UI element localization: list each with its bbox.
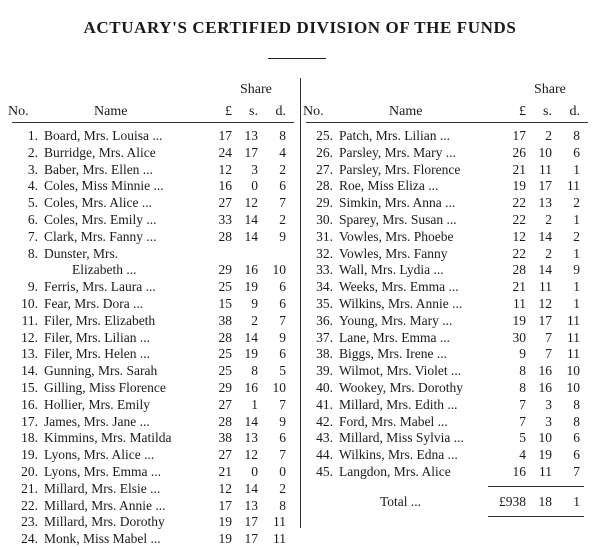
shillings-value: 13 xyxy=(244,430,258,446)
member-name: Lyons, Mrs. Emma ... xyxy=(44,464,161,479)
member-name: Hollier, Mrs. Emily xyxy=(44,396,150,412)
row-number: 3. xyxy=(27,161,38,177)
member-name: Baber, Mrs. Ellen ... xyxy=(44,161,153,177)
pounds-value: 25 xyxy=(218,346,232,362)
pence-value: 1 xyxy=(573,279,580,295)
pence-value: 4 xyxy=(279,144,286,160)
shillings-value: 10 xyxy=(538,430,552,446)
shillings-value: 11 xyxy=(539,279,552,295)
pounds-value: 8 xyxy=(519,363,526,379)
row-number: 12. xyxy=(21,329,38,345)
member-name: Fear, Mrs. Dora ... xyxy=(44,296,144,311)
shillings-value: 14 xyxy=(538,228,552,244)
pence-value: 6 xyxy=(573,447,580,463)
pence-value: 7 xyxy=(279,396,286,412)
pence-value: 9 xyxy=(279,413,286,429)
pounds-value: 24 xyxy=(218,144,232,160)
pence-value: 7 xyxy=(279,312,286,328)
member-name: Vowles, Mrs. Fanny xyxy=(339,245,448,261)
pounds-value: 22 xyxy=(512,195,526,211)
shillings-value: 0 xyxy=(251,464,258,479)
pounds-value: 38 xyxy=(218,430,232,446)
pounds-value: 25 xyxy=(218,279,232,295)
pence-value: 8 xyxy=(279,497,286,513)
shillings-value: 14 xyxy=(244,480,258,496)
shillings-value: 13 xyxy=(538,195,552,211)
row-number: 36. xyxy=(316,312,333,328)
pence-value: 6 xyxy=(573,144,580,160)
pounds-value: 28 xyxy=(218,413,232,429)
shillings-value: 14 xyxy=(244,228,258,244)
pounds-value: 27 xyxy=(218,447,232,463)
shillings-value: 19 xyxy=(244,279,258,295)
pounds-value: 22 xyxy=(512,245,526,261)
pounds-value: 33 xyxy=(218,212,232,227)
shillings-value: 12 xyxy=(244,195,258,211)
title-rule xyxy=(268,58,326,59)
pence-value: 8 xyxy=(573,413,580,429)
row-number: 39. xyxy=(316,363,333,379)
pence-value: 8 xyxy=(573,396,580,412)
pounds-header: £ xyxy=(225,104,232,119)
pence-value: 9 xyxy=(573,262,580,278)
row-number: 45. xyxy=(316,464,333,479)
member-name: Simkin, Mrs. Anna ... xyxy=(339,195,456,211)
shillings-header: s. xyxy=(249,104,258,119)
member-name: Ferris, Mrs. Laura ... xyxy=(44,279,156,295)
shillings-value: 14 xyxy=(244,413,258,429)
pounds-value: 21 xyxy=(512,161,526,177)
pence-value: 6 xyxy=(279,178,286,194)
pounds-value: 28 xyxy=(512,262,526,278)
pounds-value: 28 xyxy=(218,329,232,345)
pence-value: 10 xyxy=(566,363,580,379)
pounds-value: 38 xyxy=(218,312,232,328)
shillings-value: 2 xyxy=(251,312,258,328)
row-number: 27. xyxy=(316,161,333,177)
total-rule-top xyxy=(488,486,584,487)
pence-value: 5 xyxy=(279,363,286,379)
shillings-value: 12 xyxy=(538,296,552,311)
pence-value: 2 xyxy=(573,195,580,211)
row-number: 18. xyxy=(21,430,38,446)
pence-value: 6 xyxy=(279,296,286,311)
total-label: Total ... xyxy=(380,494,422,509)
member-name: Patch, Mrs. Lilian ... xyxy=(339,128,450,143)
shillings-value: 17 xyxy=(538,178,552,194)
pounds-value: 5 xyxy=(519,430,526,446)
pounds-value: 7 xyxy=(519,396,526,412)
row-number: 32. xyxy=(316,245,333,261)
pounds-value: 4 xyxy=(519,447,526,463)
pence-value: 9 xyxy=(279,228,286,244)
pence-value: 1 xyxy=(573,296,580,311)
row-number: 14. xyxy=(21,363,38,379)
shillings-value: 17 xyxy=(538,312,552,328)
row-number: 9. xyxy=(27,279,38,295)
member-name: Burridge, Mrs. Alice xyxy=(44,144,156,160)
name-header: Name xyxy=(94,104,128,119)
pence-value: 6 xyxy=(279,279,286,295)
row-number: 19. xyxy=(21,447,38,463)
shillings-value: 16 xyxy=(538,380,552,395)
pounds-value: 29 xyxy=(218,262,232,278)
pounds-value: 12 xyxy=(218,161,232,177)
member-name: Wilkins, Mrs. Annie ... xyxy=(339,296,463,311)
share-header: Share xyxy=(240,82,272,97)
no-header: No. xyxy=(8,104,29,119)
pounds-value: 19 xyxy=(512,178,526,194)
document-title: ACTUARY'S CERTIFIED DIVISION OF THE FUNDS xyxy=(83,18,517,37)
pence-value: 2 xyxy=(279,212,286,227)
pence-value: 1 xyxy=(573,212,580,227)
pounds-value: 12 xyxy=(512,228,526,244)
pounds-value: 8 xyxy=(519,380,526,395)
shillings-value: 11 xyxy=(539,464,552,479)
pence-value: 1 xyxy=(573,161,580,177)
header-rule xyxy=(306,122,588,123)
no-header: No. xyxy=(303,104,324,119)
shillings-value: 17 xyxy=(244,531,258,547)
pence-value: 8 xyxy=(279,128,286,143)
row-number: 20. xyxy=(21,464,38,479)
pounds-value: 19 xyxy=(218,514,232,530)
pence-header: d. xyxy=(275,104,286,119)
row-number: 22. xyxy=(21,497,38,513)
pence-value: 1 xyxy=(573,245,580,261)
row-number: 30. xyxy=(316,212,333,227)
pence-value: 2 xyxy=(279,161,286,177)
pence-value: 9 xyxy=(279,329,286,345)
pounds-value: 19 xyxy=(512,312,526,328)
pence-header: d. xyxy=(569,104,580,119)
member-name: Clark, Mrs. Fanny ... xyxy=(44,228,157,244)
shillings-value: 3 xyxy=(545,396,552,412)
row-number: 6. xyxy=(27,212,38,227)
member-name: Lyons, Mrs. Alice ... xyxy=(44,447,155,463)
pounds-value: 15 xyxy=(218,296,232,311)
shillings-value: 12 xyxy=(244,447,258,463)
pence-value: 11 xyxy=(273,514,286,530)
total-pounds: £938 xyxy=(499,494,526,509)
total-pence: 1 xyxy=(573,494,580,509)
pence-value: 11 xyxy=(567,346,580,362)
shillings-value: 10 xyxy=(538,144,552,160)
shillings-value: 13 xyxy=(244,497,258,513)
pence-value: 10 xyxy=(272,380,286,395)
row-number: 13. xyxy=(21,346,38,362)
pounds-value: 16 xyxy=(218,178,232,194)
pence-value: 2 xyxy=(573,228,580,244)
shillings-value: 14 xyxy=(244,212,258,227)
shillings-value: 16 xyxy=(244,380,258,395)
row-number: 31. xyxy=(316,228,333,244)
member-name: Coles, Mrs. Alice ... xyxy=(44,195,152,211)
row-number: 7. xyxy=(27,228,38,244)
pounds-value: 29 xyxy=(218,380,232,395)
row-number: 33. xyxy=(316,262,333,278)
member-name: Lane, Mrs. Emma ... xyxy=(339,329,450,345)
name-header: Name xyxy=(389,104,423,119)
pence-value: 11 xyxy=(567,329,580,345)
pence-value: 8 xyxy=(573,128,580,143)
member-name: Elizabeth ... xyxy=(72,262,137,278)
row-number: 10. xyxy=(21,296,38,311)
pounds-value: 17 xyxy=(218,128,232,143)
row-number: 34. xyxy=(316,279,333,295)
pounds-value: 16 xyxy=(512,464,526,479)
shillings-value: 14 xyxy=(244,329,258,345)
row-number: 43. xyxy=(316,430,333,446)
shillings-value: 16 xyxy=(244,262,258,278)
member-name: Board, Mrs. Louisa ... xyxy=(44,128,163,143)
pounds-value: 28 xyxy=(218,228,232,244)
pounds-value: 7 xyxy=(519,413,526,429)
member-name: Sparey, Mrs. Susan ... xyxy=(339,212,457,227)
member-name: Parsley, Mrs. Florence xyxy=(339,161,461,177)
row-number: 35. xyxy=(316,296,333,311)
share-header: Share xyxy=(534,82,566,97)
member-name: Filer, Mrs. Elizabeth xyxy=(44,312,156,328)
row-number: 44. xyxy=(316,447,333,463)
pounds-value: 25 xyxy=(218,363,232,379)
member-name: Coles, Miss Minnie ... xyxy=(44,178,164,194)
pounds-value: 27 xyxy=(218,396,232,412)
member-name: Kimmins, Mrs. Matilda xyxy=(44,430,172,446)
shillings-value: 3 xyxy=(545,413,552,429)
pounds-value: 17 xyxy=(512,128,526,143)
row-number: 4. xyxy=(27,178,38,194)
shillings-value: 0 xyxy=(251,178,258,194)
pence-value: 0 xyxy=(279,464,286,479)
pounds-header: £ xyxy=(519,104,526,119)
member-name: Young, Mrs. Mary ... xyxy=(339,312,453,328)
member-name: Wilkins, Mrs. Edna ... xyxy=(339,447,458,463)
member-name: Ford, Mrs. Mabel ... xyxy=(339,413,448,429)
pence-value: 10 xyxy=(566,380,580,395)
shillings-value: 17 xyxy=(244,144,258,160)
member-name: Millard, Mrs. Dorothy xyxy=(44,514,165,530)
shillings-value: 11 xyxy=(539,161,552,177)
pounds-value: 22 xyxy=(512,212,526,227)
shillings-header: s. xyxy=(543,104,552,119)
row-number: 5. xyxy=(27,195,38,211)
pounds-value: 9 xyxy=(519,346,526,362)
row-number: 11. xyxy=(21,312,38,328)
row-number: 26. xyxy=(316,144,333,160)
shillings-value: 1 xyxy=(251,396,258,412)
row-number: 37. xyxy=(316,329,333,345)
shillings-value: 2 xyxy=(545,212,552,227)
member-name: Millard, Mrs. Annie ... xyxy=(44,497,166,513)
row-number: 25. xyxy=(316,128,333,143)
shillings-value: 19 xyxy=(244,346,258,362)
pence-value: 11 xyxy=(567,312,580,328)
shillings-value: 3 xyxy=(251,161,258,177)
pounds-value: 21 xyxy=(512,279,526,295)
total-shillings: 18 xyxy=(538,494,552,509)
row-number: 15. xyxy=(21,380,38,395)
header-rule xyxy=(12,122,294,123)
pence-value: 11 xyxy=(567,178,580,194)
row-number: 24. xyxy=(21,531,38,547)
pence-value: 10 xyxy=(272,262,286,278)
pounds-value: 11 xyxy=(513,296,526,311)
row-number: 40. xyxy=(316,380,333,395)
pence-value: 6 xyxy=(573,430,580,446)
pence-value: 7 xyxy=(279,447,286,463)
pence-value: 6 xyxy=(279,430,286,446)
member-name: Biggs, Mrs. Irene ... xyxy=(339,346,447,362)
member-name: Gunning, Mrs. Sarah xyxy=(44,363,158,379)
member-name: Filer, Mrs. Helen ... xyxy=(44,346,150,362)
pounds-value: 12 xyxy=(218,480,232,496)
member-name: James, Mrs. Jane ... xyxy=(44,413,150,429)
member-name: Coles, Mrs. Emily ... xyxy=(44,212,157,227)
member-name: Roe, Miss Eliza ... xyxy=(339,178,439,194)
row-number: 28. xyxy=(316,178,333,194)
pence-value: 7 xyxy=(573,464,580,479)
member-name: Monk, Miss Mabel ... xyxy=(44,531,161,547)
member-name: Weeks, Mrs. Emma ... xyxy=(339,279,459,295)
row-number: 17. xyxy=(21,413,38,429)
member-name: Wookey, Mrs. Dorothy xyxy=(339,380,464,395)
shillings-value: 7 xyxy=(545,329,552,345)
shillings-value: 13 xyxy=(244,128,258,143)
pounds-value: 30 xyxy=(512,329,526,345)
pounds-value: 19 xyxy=(218,531,232,547)
shillings-value: 2 xyxy=(545,128,552,143)
row-number: 2. xyxy=(27,144,38,160)
row-number: 16. xyxy=(21,396,38,412)
member-name: Langdon, Mrs. Alice xyxy=(339,464,451,479)
shillings-value: 8 xyxy=(251,363,258,379)
shillings-value: 2 xyxy=(545,245,552,261)
row-number: 41. xyxy=(316,396,333,412)
pence-value: 6 xyxy=(279,346,286,362)
shillings-value: 14 xyxy=(538,262,552,278)
shillings-value: 7 xyxy=(545,346,552,362)
member-name: Wilmot, Mrs. Violet ... xyxy=(339,363,462,379)
shillings-value: 17 xyxy=(244,514,258,530)
member-name: Filer, Mrs. Lilian ... xyxy=(44,329,150,345)
shillings-value: 19 xyxy=(538,447,552,463)
row-number: 23. xyxy=(21,514,38,530)
member-name: Dunster, Mrs. xyxy=(44,245,119,261)
pounds-value: 17 xyxy=(218,497,232,513)
member-name: Wall, Mrs. Lydia ... xyxy=(339,262,444,278)
pounds-value: 21 xyxy=(218,464,232,479)
pence-value: 11 xyxy=(273,531,286,547)
member-name: Parsley, Mrs. Mary ... xyxy=(339,144,456,160)
pence-value: 2 xyxy=(279,480,286,496)
row-number: 1. xyxy=(27,128,38,143)
row-number: 29. xyxy=(316,195,333,211)
row-number: 38. xyxy=(316,346,333,362)
member-name: Gilling, Miss Florence xyxy=(44,380,166,395)
member-name: Millard, Mrs. Elsie ... xyxy=(44,480,161,496)
member-name: Vowles, Mrs. Phoebe xyxy=(339,228,454,244)
total-rule-bottom xyxy=(488,516,584,517)
row-number: 8. xyxy=(27,245,38,261)
pounds-value: 26 xyxy=(512,144,526,160)
shillings-value: 9 xyxy=(251,296,258,311)
member-name: Millard, Mrs. Edith ... xyxy=(339,396,458,412)
pounds-value: 27 xyxy=(218,195,232,211)
row-number: 42. xyxy=(316,413,333,429)
row-number: 21. xyxy=(21,480,38,496)
member-name: Millard, Miss Sylvia ... xyxy=(339,430,464,446)
pence-value: 7 xyxy=(279,195,286,211)
shillings-value: 16 xyxy=(538,363,552,379)
